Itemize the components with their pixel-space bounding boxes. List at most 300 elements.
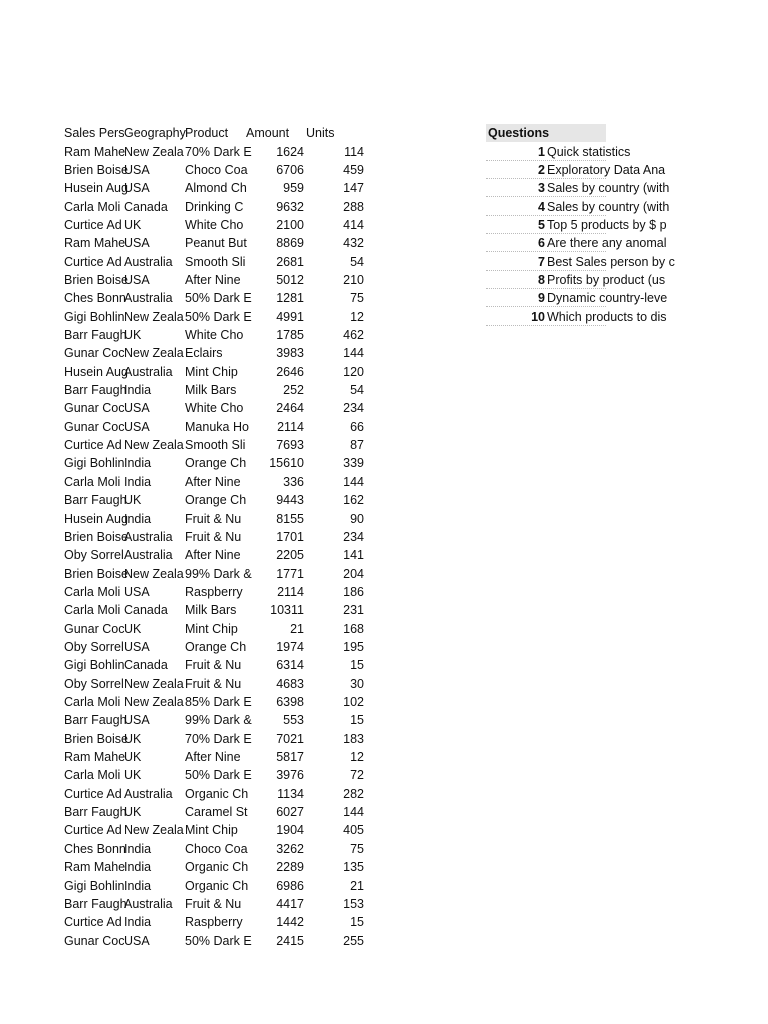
table-row — [0, 620, 400, 638]
cell-sales-person[interactable]: Ches Bonn — [64, 291, 126, 306]
questions-title[interactable]: Questions — [486, 124, 606, 142]
cell-amount[interactable]: 5817 — [276, 750, 304, 765]
cell-product[interactable]: Orange Ch — [185, 456, 247, 471]
cell-amount[interactable]: 21 — [290, 621, 304, 636]
table-row — [0, 675, 400, 693]
cell-sales-person[interactable]: Barr Faugh — [64, 383, 127, 398]
cell-sales-person[interactable]: Gunar Coc — [64, 419, 125, 434]
cell-units[interactable]: 459 — [343, 162, 364, 177]
cell-geography[interactable]: UK — [124, 805, 142, 820]
table-row — [0, 528, 400, 546]
cell-units[interactable]: 144 — [343, 805, 364, 820]
cell-units[interactable]: 147 — [343, 181, 364, 196]
cell-sales-person[interactable]: Carla Moli — [64, 474, 121, 489]
cell-amount[interactable]: 2464 — [276, 401, 304, 416]
cell-sales-person[interactable]: Oby Sorrel — [64, 639, 124, 654]
cell-geography[interactable]: India — [124, 383, 152, 398]
table-row — [0, 840, 400, 858]
cell-amount[interactable]: 252 — [283, 383, 304, 398]
cell-units[interactable]: 168 — [343, 621, 364, 636]
table-row — [0, 454, 400, 472]
cell-units[interactable]: 432 — [343, 236, 364, 251]
cell-units[interactable]: 90 — [350, 511, 364, 526]
question-text: Quick statistics — [547, 144, 631, 159]
cell-geography[interactable]: Australia — [124, 291, 173, 306]
cell-sales-person[interactable]: Gigi Bohlin — [64, 658, 125, 673]
cell-geography[interactable]: USA — [124, 584, 150, 599]
cell-geography[interactable]: Australia — [124, 548, 173, 563]
cell-product[interactable]: Fruit & Nu — [185, 896, 242, 911]
cell-product[interactable]: Peanut But — [185, 236, 247, 251]
cell-geography[interactable]: UK — [124, 731, 142, 746]
cell-amount[interactable]: 9443 — [276, 493, 304, 508]
cell-sales-person[interactable]: Curtice Ad — [64, 915, 122, 930]
question-item[interactable] — [486, 253, 675, 271]
cell-amount[interactable]: 1771 — [276, 566, 304, 581]
cell-product[interactable]: Mint Chip — [185, 621, 238, 636]
header-sales-person[interactable]: Sales Pers — [64, 126, 125, 140]
cell-geography[interactable]: Australia — [124, 529, 173, 544]
cell-geography[interactable]: Canada — [124, 603, 168, 618]
cell-geography[interactable]: USA — [124, 419, 150, 434]
question-item[interactable] — [486, 234, 668, 252]
cell-product[interactable]: 50% Dark E — [185, 309, 252, 324]
table-row — [0, 803, 400, 821]
cell-geography[interactable]: New Zeala — [124, 309, 184, 324]
cell-geography[interactable]: Canada — [124, 658, 168, 673]
cell-geography[interactable]: UK — [124, 217, 142, 232]
cell-sales-person[interactable]: Ram Mahe — [64, 144, 126, 159]
cell-amount[interactable]: 8869 — [276, 236, 304, 251]
cell-sales-person[interactable]: Gunar Coc — [64, 933, 125, 948]
question-number: 3 — [538, 181, 545, 196]
cell-product[interactable]: After Nine — [185, 750, 241, 765]
cell-amount[interactable]: 2289 — [276, 860, 304, 875]
cell-amount[interactable]: 3262 — [276, 841, 304, 856]
cell-product[interactable]: 85% Dark E — [185, 695, 252, 709]
cell-units[interactable]: 87 — [350, 438, 364, 453]
cell-geography[interactable]: New Zeala — [124, 823, 184, 838]
cell-product[interactable]: Almond Ch — [185, 181, 247, 196]
cell-product[interactable]: 99% Dark & — [185, 713, 252, 728]
cell-product[interactable]: After Nine — [185, 272, 241, 287]
cell-geography[interactable]: New Zeala — [124, 438, 184, 453]
table-row — [0, 234, 400, 252]
question-text: Sales by country (with — [547, 181, 670, 196]
cell-product[interactable]: White Cho — [185, 328, 244, 342]
table-row — [0, 399, 400, 417]
cell-units[interactable]: 162 — [343, 493, 364, 508]
table-row — [0, 143, 400, 161]
cell-geography[interactable]: India — [124, 841, 152, 856]
cell-amount[interactable]: 2415 — [276, 933, 304, 948]
cell-units[interactable]: 54 — [350, 383, 364, 398]
cell-amount[interactable]: 3983 — [276, 346, 304, 361]
cell-units[interactable]: 141 — [343, 548, 364, 563]
cell-product[interactable]: Milk Bars — [185, 383, 237, 398]
cell-amount[interactable]: 10311 — [270, 603, 304, 618]
cell-sales-person[interactable]: Gunar Coc — [64, 621, 125, 636]
question-number: 9 — [538, 291, 545, 306]
cell-units[interactable]: 12 — [350, 309, 364, 324]
cell-amount[interactable]: 2646 — [276, 364, 304, 379]
cell-sales-person[interactable]: Barr Faugh — [64, 493, 127, 508]
table-row — [0, 693, 400, 711]
cell-units[interactable]: 75 — [350, 841, 364, 856]
cell-product[interactable]: 70% Dark E — [185, 731, 252, 746]
cell-sales-person[interactable]: Curtice Ad — [64, 823, 122, 838]
cell-amount[interactable]: 2100 — [276, 217, 304, 232]
table-row — [0, 895, 400, 913]
table-header-row — [0, 124, 400, 142]
cell-product[interactable]: 50% Dark E — [185, 933, 252, 948]
question-text: Top 5 products by $ p — [547, 217, 667, 232]
cell-sales-person[interactable]: Ram Mahe — [64, 860, 126, 875]
cell-amount[interactable]: 1785 — [276, 328, 304, 342]
cell-amount[interactable]: 6398 — [276, 695, 304, 709]
cell-sales-person[interactable]: Gunar Coc — [64, 401, 125, 416]
table-row — [0, 748, 400, 766]
table-row — [0, 344, 400, 362]
cell-product[interactable]: 70% Dark E — [185, 144, 252, 159]
cell-geography[interactable]: USA — [124, 181, 150, 196]
question-text: Are there any anomal — [547, 236, 667, 251]
cell-geography[interactable]: USA — [124, 933, 150, 948]
table-row — [0, 932, 400, 950]
cell-units[interactable]: 234 — [343, 529, 364, 544]
cell-sales-person[interactable]: Husein Aug — [64, 364, 128, 379]
question-number: 4 — [538, 199, 545, 214]
cell-amount[interactable]: 8155 — [276, 511, 304, 526]
cell-product[interactable]: Drinking C — [185, 199, 244, 214]
cell-amount[interactable]: 959 — [283, 181, 304, 196]
cell-geography[interactable]: USA — [124, 272, 150, 287]
cell-sales-person[interactable]: Barr Faugh — [64, 896, 127, 911]
question-item[interactable] — [486, 179, 668, 197]
cell-sales-person[interactable]: Gigi Bohlin — [64, 878, 125, 893]
cell-product[interactable]: After Nine — [185, 474, 241, 489]
cell-units[interactable]: 12 — [350, 750, 364, 765]
cell-product[interactable]: Fruit & Nu — [185, 511, 242, 526]
cell-sales-person[interactable]: Oby Sorrel — [64, 548, 124, 563]
question-item[interactable] — [486, 143, 668, 161]
table-row — [0, 656, 400, 674]
cell-geography[interactable]: Australia — [124, 364, 173, 379]
cell-product[interactable]: 50% Dark E — [185, 291, 252, 306]
cell-amount[interactable]: 1442 — [276, 915, 304, 930]
table-row — [0, 913, 400, 931]
cell-amount[interactable]: 1974 — [276, 639, 304, 654]
cell-geography[interactable]: UK — [124, 328, 142, 342]
table-row — [0, 730, 400, 748]
question-item[interactable] — [486, 308, 668, 326]
cell-geography[interactable]: Australia — [124, 786, 173, 801]
cell-units[interactable]: 21 — [350, 878, 364, 893]
cell-sales-person[interactable]: Carla Moli — [64, 603, 121, 618]
cell-amount[interactable]: 336 — [283, 474, 304, 489]
cell-sales-person[interactable]: Gunar Coc — [64, 346, 125, 361]
cell-units[interactable]: 66 — [350, 419, 364, 434]
cell-product[interactable]: After Nine — [185, 548, 241, 563]
cell-amount[interactable]: 4991 — [276, 309, 304, 324]
cell-geography[interactable]: Australia — [124, 254, 173, 269]
cell-product[interactable]: Organic Ch — [185, 878, 249, 893]
cell-units[interactable]: 15 — [350, 713, 364, 728]
cell-amount[interactable]: 1624 — [276, 144, 304, 159]
table-row — [0, 198, 400, 216]
cell-amount[interactable]: 1701 — [276, 529, 304, 544]
cell-sales-person[interactable]: Ram Mahe — [64, 236, 126, 251]
question-text: Sales by country (with — [547, 199, 670, 214]
cell-sales-person[interactable]: Carla Moli — [64, 768, 121, 783]
question-text: Exploratory Data Ana — [547, 162, 666, 177]
cell-geography[interactable]: New Zeala — [124, 695, 184, 709]
question-number: 5 — [538, 217, 545, 232]
cell-units[interactable]: 405 — [343, 823, 364, 838]
table-row — [0, 216, 400, 234]
cell-geography[interactable]: UK — [124, 621, 142, 636]
table-row — [0, 601, 400, 619]
table-row — [0, 711, 400, 729]
cell-units[interactable]: 255 — [343, 933, 364, 948]
cell-amount[interactable]: 9632 — [276, 199, 304, 214]
cell-product[interactable]: Fruit & Nu — [185, 529, 242, 544]
cell-units[interactable]: 195 — [343, 639, 364, 654]
cell-product[interactable]: Manuka Ho — [185, 419, 249, 434]
table-row — [0, 326, 400, 344]
cell-sales-person[interactable]: Oby Sorrel — [64, 676, 124, 691]
question-number: 8 — [538, 272, 545, 287]
table-row — [0, 546, 400, 564]
cell-product[interactable]: Fruit & Nu — [185, 676, 242, 691]
question-number: 2 — [538, 162, 545, 177]
cell-geography[interactable]: India — [124, 860, 152, 875]
question-text: Best Sales person by c — [547, 254, 675, 269]
cell-geography[interactable]: New Zeala — [124, 346, 184, 361]
cell-product[interactable]: White Cho — [185, 401, 244, 416]
cell-sales-person[interactable]: Brien Boise — [64, 566, 128, 581]
cell-geography[interactable]: USA — [124, 162, 150, 177]
cell-product[interactable]: Smooth Sli — [185, 438, 246, 453]
cell-sales-person[interactable]: Brien Boise — [64, 272, 128, 287]
cell-amount[interactable]: 6314 — [276, 658, 304, 673]
cell-product[interactable]: Caramel St — [185, 805, 248, 820]
question-text: Profits by product (us — [547, 272, 666, 287]
table-row — [0, 436, 400, 454]
cell-sales-person[interactable]: Barr Faugh — [64, 805, 127, 820]
cell-product[interactable]: White Cho — [185, 217, 244, 232]
question-text: Which products to dis — [547, 309, 667, 324]
cell-amount[interactable]: 2205 — [276, 548, 304, 563]
cell-units[interactable]: 30 — [350, 676, 364, 691]
cell-geography[interactable]: USA — [124, 236, 150, 251]
cell-units[interactable]: 339 — [343, 456, 364, 471]
table-row — [0, 363, 400, 381]
cell-geography[interactable]: India — [124, 878, 152, 893]
question-number: 6 — [538, 236, 545, 251]
cell-sales-person[interactable]: Gigi Bohlin — [64, 309, 125, 324]
cell-units[interactable]: 144 — [343, 346, 364, 361]
cell-units[interactable]: 288 — [343, 199, 364, 214]
cell-units[interactable]: 153 — [343, 896, 364, 911]
cell-amount[interactable]: 1134 — [277, 786, 304, 801]
cell-units[interactable]: 462 — [343, 328, 364, 342]
cell-product[interactable]: Fruit & Nu — [185, 658, 242, 673]
cell-sales-person[interactable]: Barr Faugh — [64, 713, 127, 728]
cell-units[interactable]: 234 — [343, 401, 364, 416]
table-row — [0, 766, 400, 784]
table-row — [0, 858, 400, 876]
cell-units[interactable]: 414 — [343, 217, 364, 232]
cell-product[interactable]: Eclairs — [185, 346, 223, 361]
cell-sales-person[interactable]: Barr Faugh — [64, 328, 127, 342]
cell-amount[interactable]: 553 — [283, 713, 304, 728]
cell-sales-person[interactable]: Carla Moli — [64, 584, 121, 599]
table-row — [0, 821, 400, 839]
cell-geography[interactable]: USA — [124, 713, 150, 728]
table-row — [0, 381, 400, 399]
cell-geography[interactable]: USA — [124, 639, 150, 654]
cell-geography[interactable]: New Zeala — [124, 566, 184, 581]
cell-geography[interactable]: UK — [124, 750, 142, 765]
cell-sales-person[interactable]: Brien Boise — [64, 529, 128, 544]
question-item[interactable] — [486, 289, 668, 307]
table-row — [0, 271, 400, 289]
cell-amount[interactable]: 3976 — [276, 768, 304, 783]
table-row — [0, 179, 400, 197]
cell-amount[interactable]: 7693 — [276, 438, 304, 453]
cell-units[interactable]: 135 — [343, 860, 364, 875]
cell-product[interactable]: Organic Ch — [185, 786, 249, 801]
header-units[interactable]: Units — [306, 126, 335, 140]
cell-units[interactable]: 204 — [343, 566, 364, 581]
cell-amount[interactable]: 2114 — [277, 584, 304, 599]
cell-sales-person[interactable]: Carla Moli — [64, 199, 121, 214]
header-amount[interactable]: Amount — [246, 126, 290, 140]
table-row — [0, 289, 400, 307]
table-row — [0, 308, 400, 326]
cell-units[interactable]: 114 — [344, 144, 364, 159]
cell-product[interactable]: Smooth Sli — [185, 254, 246, 269]
cell-sales-person[interactable]: Curtice Ad — [64, 254, 122, 269]
cell-amount[interactable]: 2114 — [277, 419, 304, 434]
cell-sales-person[interactable]: Curtice Ad — [64, 786, 122, 801]
cell-product[interactable]: Milk Bars — [185, 603, 237, 618]
cell-units[interactable]: 144 — [343, 474, 364, 489]
cell-sales-person[interactable]: Curtice Ad — [64, 217, 122, 232]
cell-amount[interactable]: 7021 — [276, 731, 304, 746]
cell-geography[interactable]: India — [124, 915, 152, 930]
cell-amount[interactable]: 1281 — [276, 291, 304, 306]
table-row — [0, 785, 400, 803]
cell-amount[interactable]: 5012 — [276, 272, 304, 287]
cell-units[interactable]: 282 — [343, 786, 364, 801]
cell-geography[interactable]: USA — [124, 401, 150, 416]
cell-geography[interactable]: India — [124, 474, 152, 489]
cell-amount[interactable]: 2681 — [276, 254, 304, 269]
cell-units[interactable]: 75 — [350, 291, 364, 306]
table-row — [0, 491, 400, 509]
cell-amount[interactable]: 4683 — [276, 676, 304, 691]
cell-geography[interactable]: Canada — [124, 199, 168, 214]
question-number: 1 — [538, 144, 545, 159]
cell-product[interactable]: Orange Ch — [185, 639, 247, 654]
cell-geography[interactable]: UK — [124, 493, 142, 508]
cell-geography[interactable]: India — [124, 511, 152, 526]
cell-geography[interactable]: India — [124, 456, 152, 471]
cell-product[interactable]: Mint Chip — [185, 823, 238, 838]
table-row — [0, 418, 400, 436]
cell-units[interactable]: 120 — [343, 364, 364, 379]
table-row — [0, 565, 400, 583]
cell-sales-person[interactable]: Husein Aug — [64, 511, 128, 526]
cell-product[interactable]: Organic Ch — [185, 860, 249, 875]
cell-product[interactable]: Raspberry — [185, 584, 243, 599]
cell-geography[interactable]: UK — [124, 768, 142, 783]
cell-amount[interactable]: 15610 — [269, 456, 304, 471]
table-row — [0, 473, 400, 491]
cell-product[interactable]: Choco Coa — [185, 841, 248, 856]
cell-product[interactable]: 99% Dark & — [185, 566, 252, 581]
cell-units[interactable]: 72 — [350, 768, 364, 783]
table-row — [0, 638, 400, 656]
cell-units[interactable]: 54 — [350, 254, 364, 269]
cell-units[interactable]: 186 — [343, 584, 364, 599]
question-number: 10 — [531, 309, 545, 324]
cell-units[interactable]: 231 — [343, 603, 364, 618]
cell-units[interactable]: 102 — [343, 695, 364, 709]
cell-sales-person[interactable]: Gigi Bohlin — [64, 456, 125, 471]
cell-product[interactable]: Mint Chip — [185, 364, 238, 379]
cell-product[interactable]: Raspberry — [185, 915, 243, 930]
question-item[interactable] — [486, 198, 668, 216]
cell-product[interactable]: 50% Dark E — [185, 768, 252, 783]
cell-sales-person[interactable]: Carla Moli — [64, 695, 121, 709]
question-text: Dynamic country-leve — [547, 291, 668, 306]
cell-sales-person[interactable]: Brien Boise — [64, 162, 128, 177]
question-item[interactable] — [486, 271, 668, 289]
cell-amount[interactable]: 6027 — [276, 805, 304, 820]
question-number: 7 — [538, 254, 545, 269]
question-item[interactable] — [486, 216, 668, 234]
cell-product[interactable]: Orange Ch — [185, 493, 247, 508]
cell-geography[interactable]: New Zeala — [124, 144, 184, 159]
cell-sales-person[interactable]: Curtice Ad — [64, 438, 122, 453]
cell-sales-person[interactable]: Ram Mahe — [64, 750, 126, 765]
table-row — [0, 161, 400, 179]
cell-units[interactable]: 183 — [343, 731, 364, 746]
table-row — [0, 877, 400, 895]
header-geography[interactable]: Geography — [124, 126, 186, 140]
cell-geography[interactable]: Australia — [124, 896, 173, 911]
header-product[interactable]: Product — [185, 126, 229, 140]
cell-units[interactable]: 15 — [350, 915, 364, 930]
cell-sales-person[interactable]: Brien Boise — [64, 731, 128, 746]
table-row — [0, 253, 400, 271]
cell-amount[interactable]: 6986 — [276, 878, 304, 893]
cell-geography[interactable]: New Zeala — [124, 676, 184, 691]
cell-sales-person[interactable]: Husein Aug — [64, 181, 128, 196]
question-item[interactable] — [486, 161, 668, 179]
cell-amount[interactable]: 1904 — [276, 823, 304, 838]
cell-units[interactable]: 210 — [343, 272, 364, 287]
cell-sales-person[interactable]: Ches Bonn — [64, 841, 126, 856]
cell-amount[interactable]: 6706 — [276, 162, 304, 177]
cell-units[interactable]: 15 — [350, 658, 364, 673]
table-row — [0, 583, 400, 601]
cell-amount[interactable]: 4417 — [276, 896, 304, 911]
cell-product[interactable]: Choco Coa — [185, 162, 248, 177]
